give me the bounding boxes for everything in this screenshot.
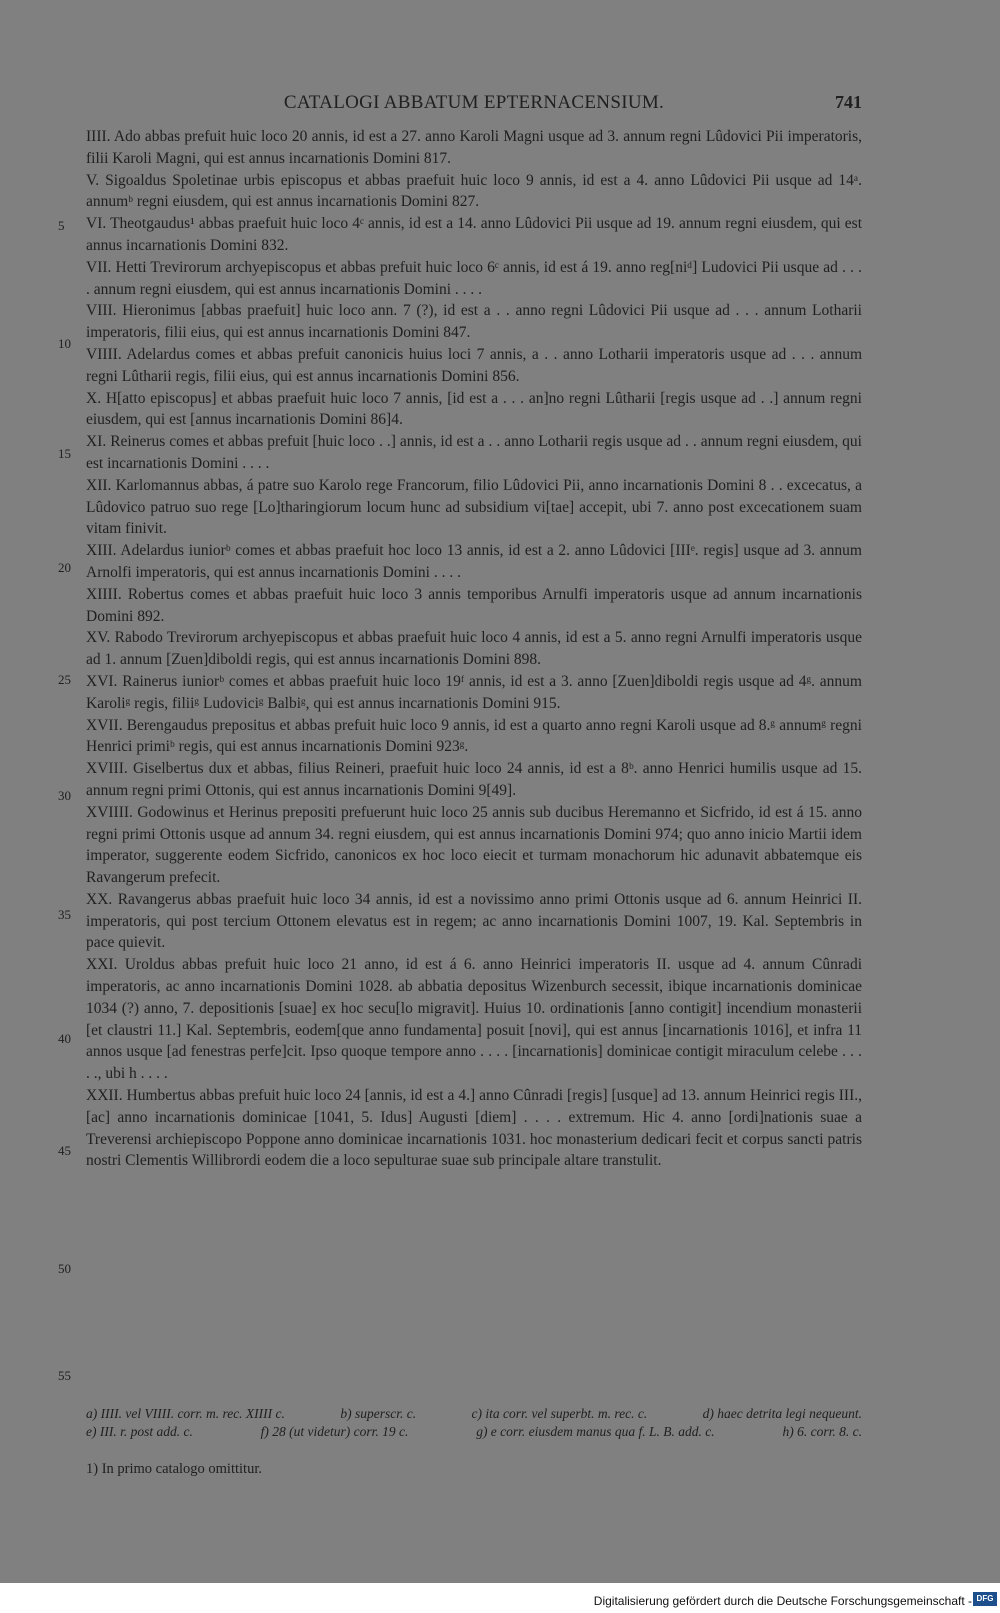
apparatus-note: h) 6. corr. 8. c. (782, 1424, 862, 1439)
critical-apparatus (86, 1405, 862, 1441)
running-title: CATALOGI ABBATUM EPTERNACENSIUM. (283, 92, 665, 113)
abbot-entry: XXII. Humbertus abbas prefuit huic loco 24 [annis, id est a 4.] anno Cûnradi [regis] [usque] ad 13. annum Heinrici regis III., [ac] anno incarnationis dominicae [1041, 5. Idus] Augusti [diem] . . . . extremum. Hic 4. anno [ordi]nationis suae a Treverensi archiepiscopo Poppone anno dominicae incarnationis 1031. hoc monasterium dedicari fecit et corpus sancti patris nostri Clementis Willibrordi eodem die a loco sepulturae suae sub principale altare transtulit. (86, 1087, 862, 1170)
apparatus-note: g) e corr. eiusdem manus qua f. L. B. add. c. (476, 1424, 715, 1439)
abbot-entry: XVIIII. Godowinus et Herinus prepositi prefuerunt huic loco 25 annis sub ducibus Heremanno et Sicfrido, id est á 15. anno regni primi Ottonis usque ad annum 34. regni eiusdem, qui est annus incarnationis Domini 974; quo anno inicio Martii idem imperator, suggerente eodem Sicfrido, canonicos ex hoc loco eiecit et turmam monachorum hic adunavit abbatemque eis Ravangerum prefecit. (86, 803, 862, 887)
apparatus-note: e) III. r. post add. c. (86, 1424, 193, 1439)
apparatus-row (86, 1423, 862, 1441)
abbot-entry: XX. Ravangerus abbas praefuit huic loco 34 annis, id est a novissimo anno primi Ottonis usque ad 6. annum Heinrici II. imperatoris, qui post tercium Ottonem elevatus est in regem; ac anno incarnationis Domini 1007, 19. Kal. Septembris in pace quievit. (86, 890, 862, 952)
apparatus-note: c) ita corr. vel superbt. m. rec. c. (471, 1406, 648, 1421)
line-number: 50 (58, 1261, 71, 1276)
abbot-entry: XII. Karlomannus abbas, á patre suo Karolo rege Francorum, filio Lûdovici Pii, anno incarnationis Domini 8 . . excecatus, a Lûdovico patruo suo rege [Lo]tharingiorum locum hunc ad subsidium vi[tae] accepit, ubi 7. anno post excecationem suam vitam finivit. (86, 476, 862, 538)
funding-notice: Digitalisierung gefördert durch die Deutsche Forschungsgemeinschaft - (593, 1594, 972, 1608)
line-number: 20 (58, 560, 71, 575)
abbot-entry: X. H[atto episcopus] et abbas praefuit huic loco 7 annis, [id est a . . . an]no regni Lûtharii [regis usque ad . .] annum regni eiusdem, qui est [annus incarnationis Domini 86]4. (86, 389, 862, 429)
abbot-entry: V. Sigoaldus Spoletinae urbis episcopus et abbas praefuit huic loco 9 annis, id est a 4. anno Lûdovici Pii usque ad 14ᵃ. annumᵇ regni eiusdem, qui est annus incarnationis Domini 827. (86, 171, 862, 211)
page-number: 741 (835, 92, 862, 112)
abbot-entry: XVII. Berengaudus prepositus et abbas prefuit huic loco 9 annis, id est a quarto anno regni Karoli usque ad 8.ᵍ annumᵍ regni Henrici primiᵇ regis, qui est annus incarnationis Domini 923ᵍ. (86, 716, 862, 756)
main-text (86, 126, 862, 1172)
abbot-entry: VII. Hetti Trevirorum archyepiscopus et abbas prefuit huic loco 6ᶜ annis, id est á 19. anno reg[niᵈ] Ludovici Pii usque ad . . . . annum regni eiusdem, qui est annus incarnationis Domini . . . . (86, 258, 862, 298)
line-number: 55 (58, 1368, 71, 1383)
abbot-entry: IIII. Ado abbas prefuit huic loco 20 annis, id est a 27. anno Karoli Magni usque ad 3. annum regni Lûdovici Pii imperatoris, filii Karoli Magni, qui est annus incarnationis Domini 817. (86, 128, 862, 167)
dfg-logo-icon: DFG (973, 1592, 997, 1606)
apparatus-note: a) IIII. vel VIIII. corr. m. rec. XIIII c. (86, 1406, 285, 1421)
abbot-entry: XV. Rabodo Trevirorum archyepiscopus et abbas praefuit huic loco 4 annis, id est a 5. anno regni Arnulfi imperatoris usque ad 1. annum [Zuen]diboldi regis, qui est annus incarnationis Domini 898. (86, 629, 862, 669)
abbot-entry: XIII. Adelardus iuniorᵇ comes et abbas praefuit hoc loco 13 annis, id est a 2. anno Lûdovici [IIIᵉ. regis] usque ad 3. annum Arnolfi imperatoris, qui est annus incarnationis Domini . . . . (86, 542, 862, 581)
line-number: 35 (58, 907, 71, 922)
line-number: 45 (58, 1143, 71, 1158)
apparatus-note: d) haec detrita legi nequeunt. (702, 1406, 862, 1421)
line-number: 30 (58, 788, 71, 803)
abbot-entry: XXI. Uroldus abbas prefuit huic loco 21 anno, id est á 6. anno Heinrici imperatoris II. usque ad 4. annum Cûnradi imperatoris, ac anno incarnationis Domini 1028. ab abbatia depositus Wizenburch secessit, ibique incarnationis dominicae 1034 (?) anno, 7. depositionis [suae] ex hoc secu[lo migravit]. Huius 10. ordinationis [anno contigit] incendium monasterii [et claustri 11.] Kal. Septembris, eodem[que anno fundamenta] posuit [novi], qui est annus [incarnationis 1016], et infra 11 annos usque [ad fenestras perfe]cit. Ipso quoque tempore anno . . . . [incarnationis] dominicae contigit miraculum celebe . . . . ., ubi h . . . . (86, 956, 862, 1083)
abbot-entry: VIII. Hieronimus [abbas praefuit] huic loco ann. 7 (?), id est a . . anno regni Lûdovici Pii usque ad . . . annum Lotharii imperatoris, filii eius, qui est annus incarnationis Domini 847. (86, 302, 862, 342)
apparatus-note: f) 28 (ut videtur) corr. 19 c. (260, 1424, 409, 1439)
line-number: 25 (58, 672, 71, 687)
line-number: 15 (58, 446, 71, 461)
line-number: 40 (58, 1031, 71, 1046)
abbot-entry: XI. Reinerus comes et abbas prefuit [huic loco . .] annis, id est a . . anno Lotharii regis usque ad . . annum regni eiusdem, qui est incarnationis Domini . . . . (86, 433, 862, 472)
line-number: 5 (58, 218, 65, 233)
abbot-entry: XVI. Rainerus iuniorᵇ comes et abbas praefuit huic loco 19ᶠ annis, id est a 3. anno [Zuen]diboldi regis usque ad 4ᵍ. annum Karoliᵍ regis, filiiᵍ Ludoviciᵍ Balbiᵍ, qui est annus incarnationis Domini 915. (86, 672, 862, 712)
footnote: 1) In primo catalogo omittitur. (86, 1461, 262, 1477)
abbot-entry: XIIII. Robertus comes et abbas praefuit huic loco 3 annis temporibus Arnulfi imperatoris usque ad annum incarnationis Domini 892. (86, 585, 862, 625)
abbot-entry: VI. Theotgaudus¹ abbas praefuit huic loco 4ᶜ annis, id est a 14. anno Lûdovici Pii usque ad 19. annum regni eiusdem, qui est annus incarnationis Domini 832. (86, 215, 862, 254)
abbot-entry: XVIII. Giselbertus dux et abbas, filius Reineri, praefuit huic loco 24 annis, id est a 8ᵇ. anno Henrici humilis usque ad 15. annum regni primi Ottonis, qui est annus incarnationis Domini 9[49]. (86, 760, 862, 799)
apparatus-note: b) superscr. c. (340, 1406, 417, 1421)
apparatus-row (86, 1405, 862, 1423)
abbot-entry: VIIII. Adelardus comes et abbas prefuit canonicis huius loci 7 annis, a . . anno Lotharii imperatoris usque ad . . . annum regni Lûtharii regis, filii eius, qui est annus incarnationis Domini 856. (86, 345, 862, 385)
line-number: 10 (58, 336, 71, 351)
page-header (86, 92, 862, 116)
